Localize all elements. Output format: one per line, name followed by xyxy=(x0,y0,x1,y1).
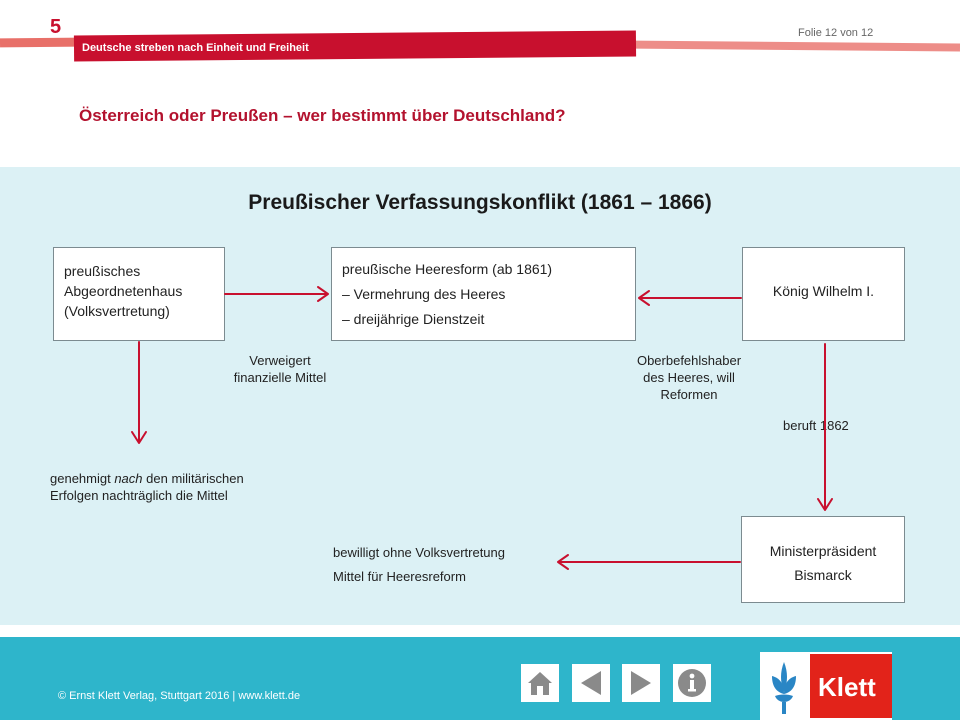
slide-subtitle: Österreich oder Preußen – wer bestimmt über Deutschland? xyxy=(79,106,566,125)
box-bismarck-line: Bismarck xyxy=(794,567,852,583)
box-abgeordnetenhaus-line: (Volksvertretung) xyxy=(64,303,170,319)
klett-logo-text: Klett xyxy=(818,672,876,702)
triangle-right-icon xyxy=(626,668,656,698)
label-bewilligt-line: Mittel für Heeresreform xyxy=(333,569,466,584)
diagram-title: Preußischer Verfassungskonflikt (1861 – 1866) xyxy=(248,191,712,214)
box-bismarck-line: Ministerpräsident xyxy=(769,543,877,559)
arrow-koenig-to-heeresreform xyxy=(639,291,741,305)
label-genehmigt-post: den militärischen xyxy=(142,471,244,486)
box-heeresreform-line: – dreijährige Dienstzeit xyxy=(342,311,485,327)
label-oberbefehlshaber-line: Reformen xyxy=(660,387,718,402)
info-icon xyxy=(676,667,708,699)
back-button[interactable] xyxy=(572,664,610,702)
forward-button[interactable] xyxy=(622,664,660,702)
chapter-number: 5 xyxy=(50,16,62,38)
triangle-left-icon xyxy=(576,668,606,698)
box-abgeordnetenhaus-line: Abgeordnetenhaus xyxy=(64,283,183,299)
arrow-abgeordnetenhaus-to-heeresreform xyxy=(225,287,328,301)
box-heeresreform-line: – Vermehrung des Heeres xyxy=(342,286,506,302)
label-verweigert-line: finanzielle Mittel xyxy=(233,370,327,385)
label-genehmigt-emphasis: nach xyxy=(114,471,143,486)
home-button[interactable] xyxy=(521,664,559,702)
box-abgeordnetenhaus-line: preußisches xyxy=(64,263,141,279)
info-button[interactable] xyxy=(673,664,711,702)
label-oberbefehlshaber-line: des Heeres, will xyxy=(643,370,735,385)
box-heeresreform-line: preußische Heeresform (ab 1861) xyxy=(342,261,553,277)
arrow-bismarck-to-bewilligt xyxy=(558,555,740,569)
box-koenig-label: König Wilhelm I. xyxy=(772,283,875,299)
klett-logo[interactable] xyxy=(760,652,892,720)
label-genehmigt-line2: Erfolgen nachträglich die Mittel xyxy=(50,488,228,503)
slide-counter: Folie 12 von 12 xyxy=(798,27,874,39)
arrow-abgeordnetenhaus-down xyxy=(132,342,146,443)
label-oberbefehlshaber-line: Oberbefehlshaber xyxy=(636,353,742,368)
arrow-koenig-to-bismarck xyxy=(818,344,832,510)
home-icon xyxy=(525,668,555,698)
copyright-text: © Ernst Klett Verlag, Stuttgart 2016 | www.klett.de xyxy=(58,690,301,702)
chapter-banner-text: Deutsche streben nach Einheit und Freiheit xyxy=(82,42,309,54)
label-genehmigt-pre: genehmigt xyxy=(50,471,115,486)
label-beruft: beruft 1862 xyxy=(783,418,849,433)
label-bewilligt-line: bewilligt ohne Volksvertretung xyxy=(333,545,505,560)
label-verweigert-line: Verweigert xyxy=(249,353,311,368)
